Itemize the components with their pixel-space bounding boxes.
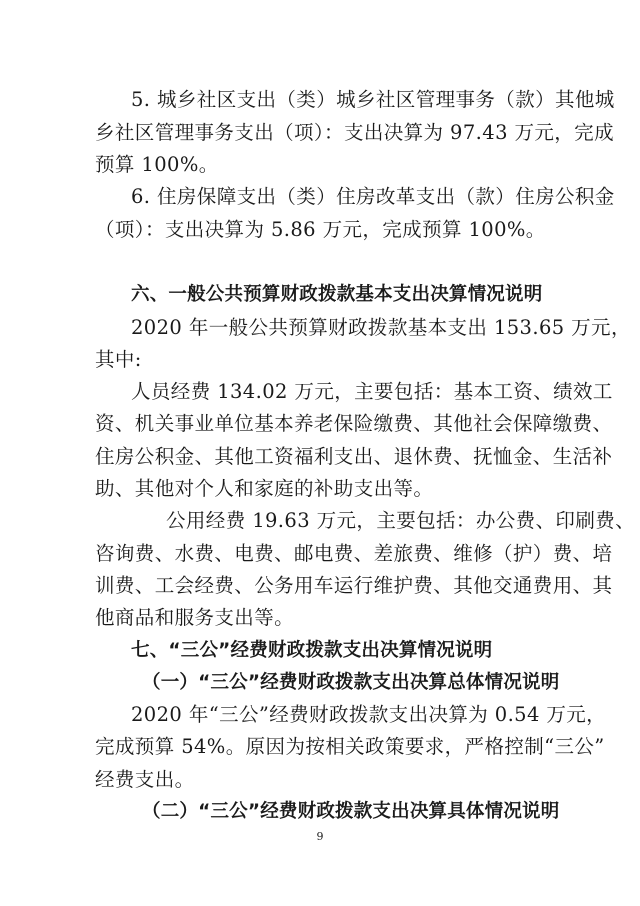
subsection-heading: （二）“三公”经费财政拨款支出决算具体情况说明 (142, 801, 560, 822)
text-line: 资、机关事业单位基本养老保险缴费、其他社会保障缴费、 (95, 412, 613, 435)
section-heading: 六、一般公共预算财政拨款基本支出决算情况说明 (131, 284, 543, 305)
text-line: 他商品和服务支出等。 (95, 606, 295, 629)
text-line: 公用经费 19.63 万元，主要包括：办公费、印刷费、 (166, 509, 636, 532)
text-line: 乡社区管理事务支出（项）：支出决算为 97.43 万元，完成 (95, 121, 614, 144)
text-line: 2020 年“三公”经费财政拨款支出决算为 0.54 万元， (131, 703, 607, 726)
text-line: 人员经费 134.02 万元，主要包括：基本工资、绩效工 (131, 380, 613, 403)
text-line: 预算 100%。 (95, 153, 219, 176)
text-line: 2020 年一般公共预算财政拨款基本支出 153.65 万元， (131, 316, 631, 339)
page-number: 9 (316, 830, 324, 843)
text-line: 完成预算 54%。原因为按相关政策要求，严格控制“三公” (95, 735, 605, 758)
text-line: 5. 城乡社区支出（类）城乡社区管理事务（款）其他城 (131, 88, 615, 111)
text-line: 咨询费、水费、电费、邮电费、差旅费、维修（护）费、培 (95, 542, 613, 565)
text-line: 住房公积金、其他工资福利支出、退休费、抚恤金、生活补 (95, 445, 613, 468)
text-line: 其中: (95, 348, 142, 371)
text-line: 经费支出。 (95, 768, 195, 791)
text-line: （项）：支出决算为 5.86 万元，完成预算 100%。 (95, 218, 546, 241)
subsection-heading: （一）“三公”经费财政拨款支出决算总体情况说明 (142, 672, 560, 693)
section-heading: 七、“三公”经费财政拨款支出决算情况说明 (131, 640, 493, 661)
text-line: 助、其他对个人和家庭的补助支出等。 (95, 477, 434, 500)
text-line: 6. 住房保障支出（类）住房改革支出（款）住房公积金 (131, 185, 615, 208)
text-line: 训费、工会经费、公务用车运行维护费、其他交通费用、其 (95, 574, 613, 597)
